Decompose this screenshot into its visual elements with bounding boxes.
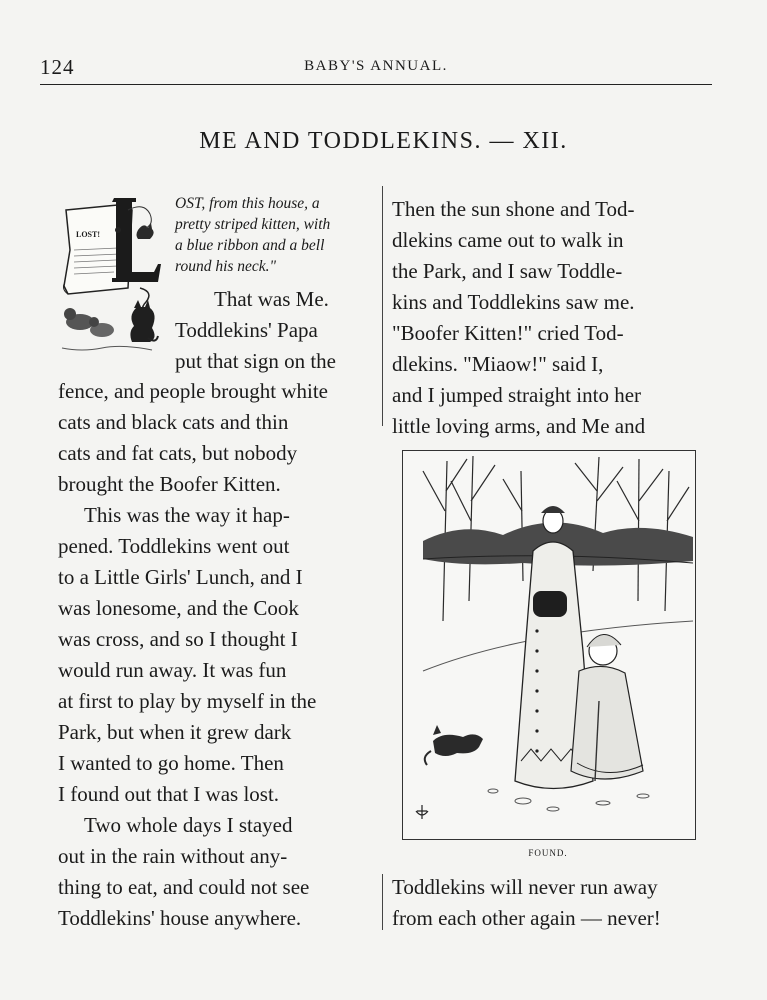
body-line: dlekins came out to walk in <box>392 228 624 252</box>
body-line: from each other again — never! <box>392 906 661 930</box>
page-number: 124 <box>40 55 75 79</box>
page-header <box>40 55 712 85</box>
body-line: Park, but when it grew dark <box>58 720 292 744</box>
running-title: BABY'S ANNUAL. <box>304 58 448 74</box>
opening-line: pretty striped kitten, with <box>175 216 331 233</box>
opening-line: round his neck." <box>175 258 277 275</box>
body-line: was cross, and so I thought I <box>58 627 298 651</box>
body-line: I wanted to go home. Then <box>58 751 284 775</box>
body-line: put that sign on the <box>175 349 336 373</box>
woman-child-kitten-illustration <box>403 451 695 839</box>
lost-sign-initial-icon <box>58 190 170 362</box>
column-divider-bottom <box>382 874 383 930</box>
body-line: Toddlekins will never run away <box>392 875 658 899</box>
body-line: fence, and people brought white <box>58 379 328 403</box>
body-line: Then the sun shone and Tod- <box>392 197 635 221</box>
body-line: Toddlekins' house anywhere. <box>58 906 302 930</box>
body-line: Toddlekins' Papa <box>175 318 318 342</box>
body-line: thing to eat, and could not see <box>58 875 310 899</box>
body-line: This was the way it hap- <box>84 503 290 527</box>
found-illustration <box>402 450 696 840</box>
header-rule <box>40 84 712 85</box>
body-line: would run away. It was fun <box>58 658 287 682</box>
body-line: to a Little Girls' Lunch, and I <box>58 565 303 589</box>
body-line: I found out that I was lost. <box>58 782 280 806</box>
body-line: cats and black cats and thin <box>58 410 289 434</box>
drop-cap-illustration <box>58 190 170 362</box>
body-line: little loving arms, and Me and <box>392 414 646 438</box>
body-line: dlekins. "Miaow!" said I, <box>392 352 604 376</box>
body-line: "Boofer Kitten!" cried Tod- <box>392 321 624 345</box>
body-line: the Park, and I saw Toddle- <box>392 259 623 283</box>
body-line: at first to play by myself in the <box>58 689 317 713</box>
body-line: kins and Toddlekins saw me. <box>392 290 635 314</box>
body-line: pened. Toddlekins went out <box>58 534 290 558</box>
body-line: and I jumped straight into her <box>392 383 642 407</box>
lost-sign-text: LOST! <box>76 230 101 239</box>
opening-line: OST, from this house, a <box>175 195 320 212</box>
body-line: cats and fat cats, but nobody <box>58 441 298 465</box>
body-line: Two whole days I stayed <box>84 813 293 837</box>
body-line: out in the rain without any- <box>58 844 288 868</box>
illustration-caption: FOUND. <box>528 848 568 858</box>
opening-line: a blue ribbon and a bell <box>175 237 325 254</box>
column-divider-top <box>382 186 383 426</box>
chapter-title: ME AND TODDLEKINS. — XII. <box>199 128 568 154</box>
body-line: was lonesome, and the Cook <box>58 596 299 620</box>
body-line: brought the Boofer Kitten. <box>58 472 281 496</box>
body-line: That was Me. <box>214 287 329 311</box>
